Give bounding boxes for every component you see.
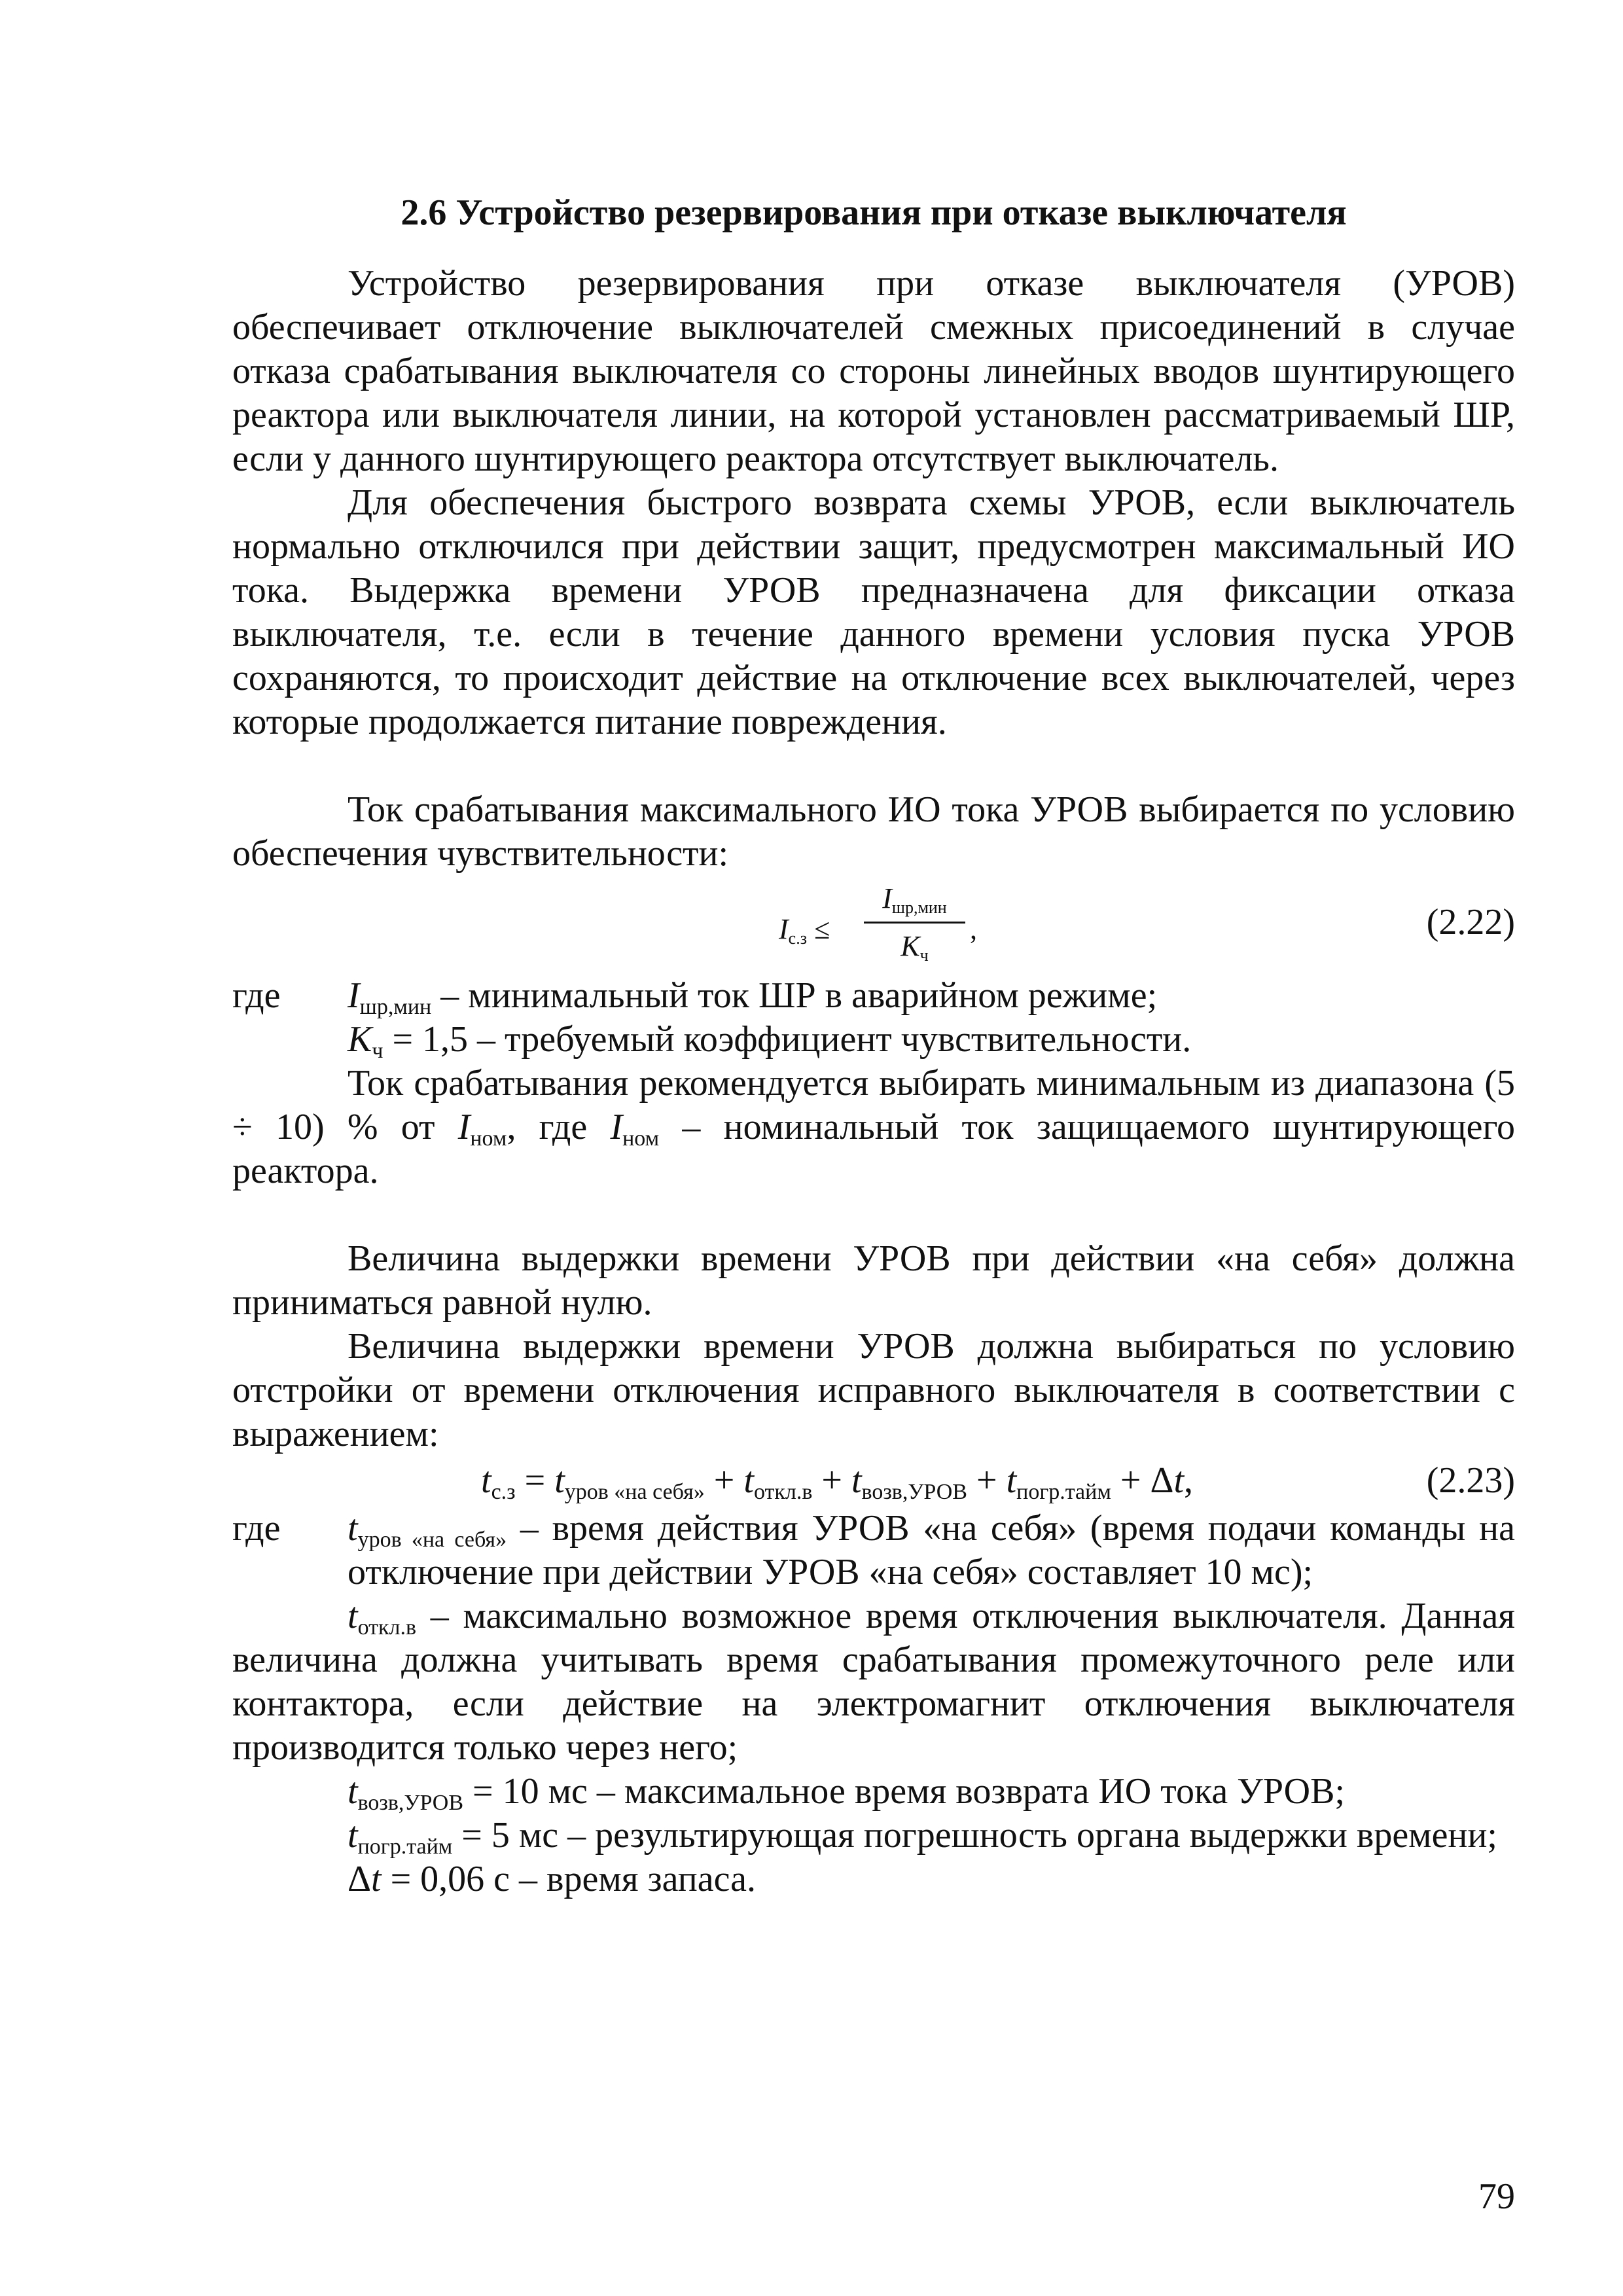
- def-symbol: t: [348, 1815, 358, 1856]
- spacer: [232, 744, 1515, 788]
- paragraph-3: Ток срабатывания максимального ИО тока УРОВ выбирается по условию обеспечения чувствительности:: [232, 789, 1515, 874]
- equation-number: (2.23): [1426, 1460, 1515, 1501]
- eq-subscript: ч: [919, 946, 929, 965]
- def-symbol: t: [348, 1596, 358, 1636]
- def-text: – максимально возможное время отключения выключателя. Данная величина должна учитывать время срабатывания промежуточного реле или контактора, если действие на электромагнит отключения выключателя производится только через него;: [232, 1596, 1515, 1768]
- inom-subscript: ном: [622, 1126, 660, 1151]
- paragraph-6: Величина выдержки времени УРОВ должна выбираться по условию отстройки от времени отключения исправного выключателя в соответствии с выражением:: [232, 1326, 1515, 1454]
- p4-text: Ток срабатывания рекомендуется выбирать минимальным из диапазона (5 ÷ 10) % от: [232, 1063, 1515, 1147]
- p4-mid: , где: [507, 1107, 588, 1147]
- eq-subscript: с.з: [788, 929, 807, 948]
- def-text: – минимальный ток ШР в аварийном режиме;: [431, 975, 1158, 1016]
- eq-operator: +: [704, 1460, 744, 1501]
- def-text: = 1,5 – требуемый коэффициент чувствительности.: [383, 1019, 1192, 1060]
- eq-subscript: откл.в: [753, 1480, 813, 1504]
- spacer: [232, 1193, 1515, 1237]
- def-subscript: откл.в: [357, 1615, 417, 1640]
- def-text: = 10 мс – максимальное время возврата ИО тока УРОВ;: [463, 1771, 1346, 1812]
- where-label: где: [232, 1508, 281, 1549]
- def-delta: Δ: [348, 1859, 372, 1899]
- where-label: где: [232, 975, 281, 1016]
- eq-operator: +: [967, 1460, 1007, 1501]
- eq-comma: ,: [1184, 1460, 1194, 1501]
- eq-symbol: I: [779, 913, 789, 945]
- inom-symbol: I: [610, 1107, 623, 1147]
- def-text: – время действия УРОВ «на себя» (время подачи команды на отключение при действии УРОВ «на себя» составляет 10 мс);: [348, 1508, 1515, 1592]
- eq-symbol: K: [901, 930, 920, 962]
- fraction-bar: [864, 922, 965, 924]
- eq-symbol: t: [851, 1460, 862, 1501]
- definition-4: [232, 1594, 1515, 1770]
- eq-symbol: t: [1006, 1460, 1017, 1501]
- definition-2: [232, 1018, 1515, 1062]
- eq-symbol: t: [554, 1460, 565, 1501]
- def-symbol: t: [371, 1859, 382, 1899]
- eq-comma: ,: [970, 913, 977, 945]
- def-subscript: ч: [372, 1039, 383, 1063]
- section-heading: 2.6 Устройство резервирования при отказе выключателя: [401, 192, 1347, 233]
- def-subscript: шр,мин: [359, 995, 432, 1019]
- inom-subscript: ном: [470, 1126, 507, 1151]
- def-text: = 0,06 с – время запаса.: [381, 1859, 756, 1899]
- eq-delta: Δ: [1150, 1460, 1174, 1501]
- eq-symbol: t: [481, 1460, 491, 1501]
- paragraph-5: Величина выдержки времени УРОВ при действии «на себя» должна приниматься равной нулю.: [232, 1238, 1515, 1323]
- def-subscript: возв,УРОВ: [357, 1791, 463, 1815]
- eq-subscript: уров «на себя»: [564, 1480, 705, 1504]
- def-subscript: погр.тайм: [357, 1835, 453, 1859]
- eq-operator: =: [515, 1460, 555, 1501]
- eq-operator: +: [1111, 1460, 1150, 1501]
- def-symbol: K: [348, 1019, 372, 1060]
- page-number: 79: [1478, 2176, 1515, 2217]
- eq-symbol: I: [882, 882, 892, 914]
- definition-7: [232, 1857, 1515, 1901]
- eq-subscript: погр.тайм: [1016, 1480, 1111, 1504]
- eq-subscript: шр,мин: [891, 898, 947, 917]
- document-page: [232, 190, 1515, 1901]
- def-symbol: t: [348, 1771, 358, 1812]
- definition-3: [232, 1507, 1515, 1594]
- eq-subscript: возв,УРОВ: [861, 1480, 967, 1504]
- equation-number: (2.22): [1426, 902, 1515, 942]
- def-symbol: t: [348, 1508, 358, 1549]
- eq-subscript: с.з: [491, 1480, 516, 1504]
- definition-1: [232, 974, 1515, 1018]
- p4-end: – номинальный ток защищаемого шунтирующего реактора.: [232, 1107, 1516, 1191]
- eq-operator: +: [812, 1460, 851, 1501]
- eq-symbol: t: [743, 1460, 754, 1501]
- paragraph-2: Для обеспечения быстрого возврата схемы УРОВ, если выключатель нормально отключился при действии защит, предусмотрен максимальный ИО тока. Выдержка времени УРОВ предназначена для фиксации отказа выключателя, т.е. если в течение данного времени условия пуска УРОВ сохраняются, то происходит действие на отключение всех выключателей, через которые продолжается питание повреждения.: [232, 482, 1515, 742]
- paragraph-1: Устройство резервирования при отказе выключателя (УРОВ) обеспечивает отключение выключателей смежных присоединений в случае отказа срабатывания выключателя со стороны линейных вводов шунтирующего реактора или выключателя линии, на которой установлен рассматриваемый ШР, если у данного шунтирующего реактора отсутствует выключатель.: [232, 263, 1515, 479]
- inom-symbol: I: [457, 1107, 471, 1147]
- fraction: [864, 878, 965, 967]
- definition-6: [232, 1814, 1515, 1857]
- def-subscript: уров «на себя»: [357, 1528, 507, 1552]
- equation-2-23: [232, 1459, 1515, 1503]
- def-text: = 5 мс – результирующая погрешность органа выдержки времени;: [452, 1815, 1497, 1856]
- equation-2-22: [232, 878, 1515, 970]
- definition-5: [232, 1770, 1515, 1814]
- eq-symbol: t: [1173, 1460, 1185, 1501]
- def-symbol: I: [348, 975, 360, 1016]
- paragraph-4: [232, 1062, 1515, 1193]
- eq-relation: ≤: [806, 913, 830, 945]
